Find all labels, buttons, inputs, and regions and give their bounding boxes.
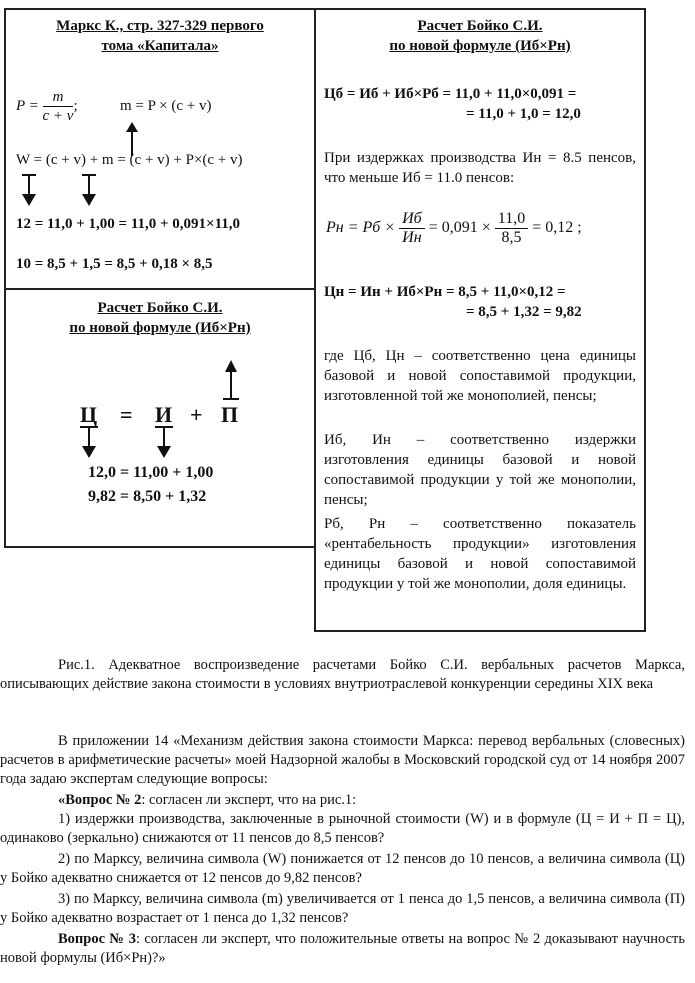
cost-ratio-fraction: $\frac{Иб}{Ин}$ bbox=[399, 210, 425, 247]
new-price-equation-line2: = 8,5 + 1,32 = 9,82 bbox=[466, 304, 582, 320]
question-2-item-1: 1) издержки производства, заключенные в рыночной стоимости (W) и в формуле (Ц = И + П = Ц), одинаково (зеркально) снижаются от 11 пенсов до 8,5 пенсов? bbox=[0, 811, 685, 846]
surplus-value-formula: m = P × (c + v) bbox=[120, 98, 212, 114]
cost-definition-text: Иб, Ин – соответственно издержки изготовления единицы базовой и новой сопоставимой продукции у той же монополии, пенсы; bbox=[324, 432, 636, 508]
marx-box-title: Маркс К., стр. 327-329 первого тома «Капитала» bbox=[56, 18, 264, 54]
figure-caption: Рис.1. Адекватное воспроизведение расчетами Бойко С.И. вербальных расчетов Маркса, описывающих действие закона стоимости в условиях внутриотраслевой конкуренции середины XIX века bbox=[0, 657, 685, 692]
base-price-equation-line1: Цб = Иб + Иб×Рб = 11,0 + 11,0×0,091 = bbox=[324, 86, 577, 102]
marx-calc-row-2: 10 = 8,5 + 1,5 = 8,5 + 0,18 × 8,5 bbox=[16, 256, 213, 272]
arrow-down-icon bbox=[20, 174, 38, 206]
new-price-equation-line1: Цн = Ин + Иб×Рн = 8,5 + 11,0×0,12 = bbox=[324, 284, 566, 300]
new-profitability-formula: Pн = Pб × $\frac{Иб}{Ин}$ = 0,091 × $\frac{11,0}{8,5}$ = 0,12 ; bbox=[326, 210, 582, 246]
cost-condition-text: При издержках производства Ин = 8.5 пенсов, что меньше Иб = 11.0 пенсов: bbox=[324, 150, 636, 186]
arrow-down-icon bbox=[153, 426, 175, 458]
symbol-equals: = bbox=[120, 402, 133, 427]
arrow-up-icon bbox=[124, 122, 140, 156]
boyko-calc-row-2: 9,82 = 8,50 + 1,32 bbox=[88, 488, 207, 505]
symbol-i: И bbox=[155, 402, 173, 427]
boyko-calc-row-1: 12,0 = 11,00 + 1,00 bbox=[88, 464, 214, 481]
marx-calc-row-1: 12 = 11,0 + 1,00 = 11,0 + 0,091×11,0 bbox=[16, 216, 241, 232]
symbol-plus: + bbox=[190, 402, 203, 427]
symbol-c: Ц bbox=[80, 402, 98, 427]
price-definition-text: где Цб, Цн – соответственно цена единицы базовой и новой сопоставимой продукции, изготовленной той же монополией, пенсы; bbox=[324, 348, 636, 404]
value-formula: W = (c + v) + m = (c + v) + P×(c + v) bbox=[16, 152, 243, 168]
arrow-down-icon bbox=[80, 174, 98, 206]
question-3: Вопрос № 3: согласен ли эксперт, что положительные ответы на вопрос № 2 доказывают научность новой формулы (Иб×Рн)?» bbox=[0, 931, 685, 966]
symbol-p: П bbox=[221, 402, 239, 427]
question-2-item-2: 2) по Марксу, величина символа (W) понижается от 12 пенсов до 10 пенсов, а величина символа (Ц) у Бойко адекватно снижается от 12 пенсов до 9,82 пенсов? bbox=[0, 851, 685, 886]
question-2-intro: «Вопрос № 2: согласен ли эксперт, что на рис.1: bbox=[58, 792, 357, 808]
arrow-up-icon bbox=[222, 360, 240, 400]
profit-rate-fraction: $\frac{m}{c + v}$ bbox=[42, 89, 74, 124]
profitability-definition-text: Рб, Рн – соответственно показатель «рентабельность продукции» изготовления единицы базовой и новой сопоставимой продукции у той же монополии, доля единицы. bbox=[324, 516, 636, 592]
question-2-item-3: 3) по Марксу, величина символа (m) увеличивается от 1 пенса до 1,5 пенсов, а величина символа (П) у Бойко адекватно возрастает от 1 пенса до 1,32 пенсов? bbox=[0, 891, 685, 926]
boyko-left-title: Расчет Бойко С.И. по новой формуле (Иб×Рн) bbox=[69, 300, 251, 336]
boyko-right-title: Расчет Бойко С.И. по новой формуле (Иб×Рн) bbox=[389, 18, 571, 54]
paragraph-appendix: В приложении 14 «Механизм действия закона стоимости Маркса: перевод вербальных (словесных) расчетов в арифметические расчеты» моей Надзорной жалобы в Московский городской суд от 14 ноября 2007 года задаю экспертам следующие вопросы: bbox=[0, 733, 685, 787]
cost-values-fraction: $\frac{11,0}{8,5}$ bbox=[495, 210, 528, 247]
arrow-down-icon bbox=[78, 426, 100, 458]
base-price-equation-line2: = 11,0 + 1,0 = 12,0 bbox=[466, 106, 581, 122]
profit-rate-formula: P = $\frac{m}{c + v}$ ; bbox=[16, 89, 78, 124]
